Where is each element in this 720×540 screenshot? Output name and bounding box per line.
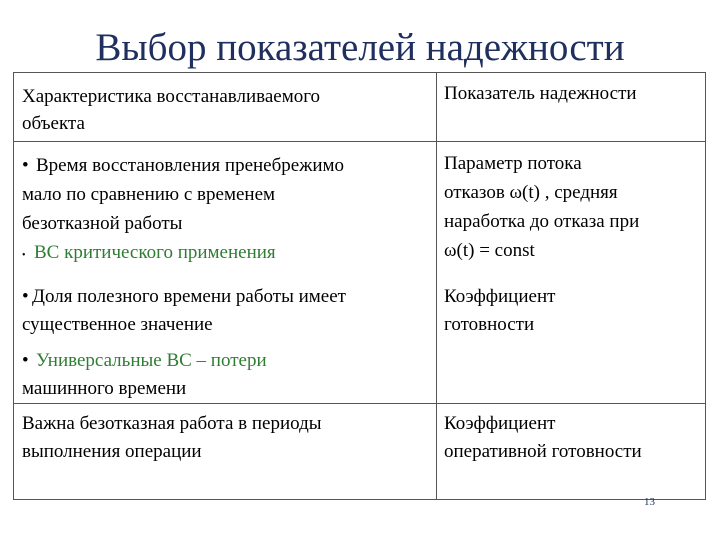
row3-left-line: выполнения операции: [22, 441, 202, 462]
row3-left-line: Важна безотказная работа в периоды: [22, 413, 322, 434]
row2-right-line: готовности: [444, 314, 535, 335]
header-divider: [14, 141, 705, 142]
row3-right-cell: [444, 410, 642, 466]
row1-right-line: ω(t) = const: [444, 240, 535, 261]
reliability-table: [13, 72, 706, 500]
column-divider: [436, 73, 437, 499]
header-right-line: Показатель надежности: [444, 83, 637, 104]
bullet-icon: •: [22, 155, 29, 176]
row1-left-line: ВС критического применения: [34, 242, 276, 263]
bullet-icon: •: [22, 350, 29, 371]
row1-left-line: Время восстановления пренебрежимо: [36, 155, 345, 176]
row1-right-line: наработка до отказа при: [444, 211, 640, 232]
row-divider: [14, 403, 705, 404]
row2-right-cell: [444, 283, 555, 339]
row2-left-cell: [22, 283, 346, 403]
bullet-icon: •: [22, 286, 29, 307]
row2-left-line: Универсальные ВС – потери: [36, 350, 267, 371]
row1-right-line: Параметр потока: [444, 153, 582, 174]
page-number: 13: [644, 496, 655, 508]
bullet-icon: •: [22, 250, 26, 261]
row1-left-cell: [22, 151, 344, 270]
header-left-line: объекта: [22, 113, 85, 134]
row3-right-line: оперативной готовности: [444, 441, 642, 462]
row1-right-line: отказов ω(t) , средняя: [444, 182, 618, 203]
row2-left-line: машинного времени: [22, 378, 187, 399]
row2-left-line: существенное значение: [22, 314, 213, 335]
row1-left-line: безотказной работы: [22, 213, 183, 234]
header-left-line: Характеристика восстанавливаемого: [22, 86, 321, 107]
slide-title: Выбор показателей надежности: [95, 26, 625, 69]
row1-left-line: мало по сравнению с временем: [22, 184, 276, 205]
header-left-cell: [22, 83, 320, 137]
row1-right-cell: [444, 149, 639, 265]
row3-left-cell: [22, 410, 322, 466]
row2-left-line: Доля полезного времени работы имеет: [32, 286, 346, 307]
header-right-cell: [444, 80, 637, 107]
row3-right-line: Коэффициент: [444, 413, 556, 434]
row2-right-line: Коэффициент: [444, 286, 556, 307]
